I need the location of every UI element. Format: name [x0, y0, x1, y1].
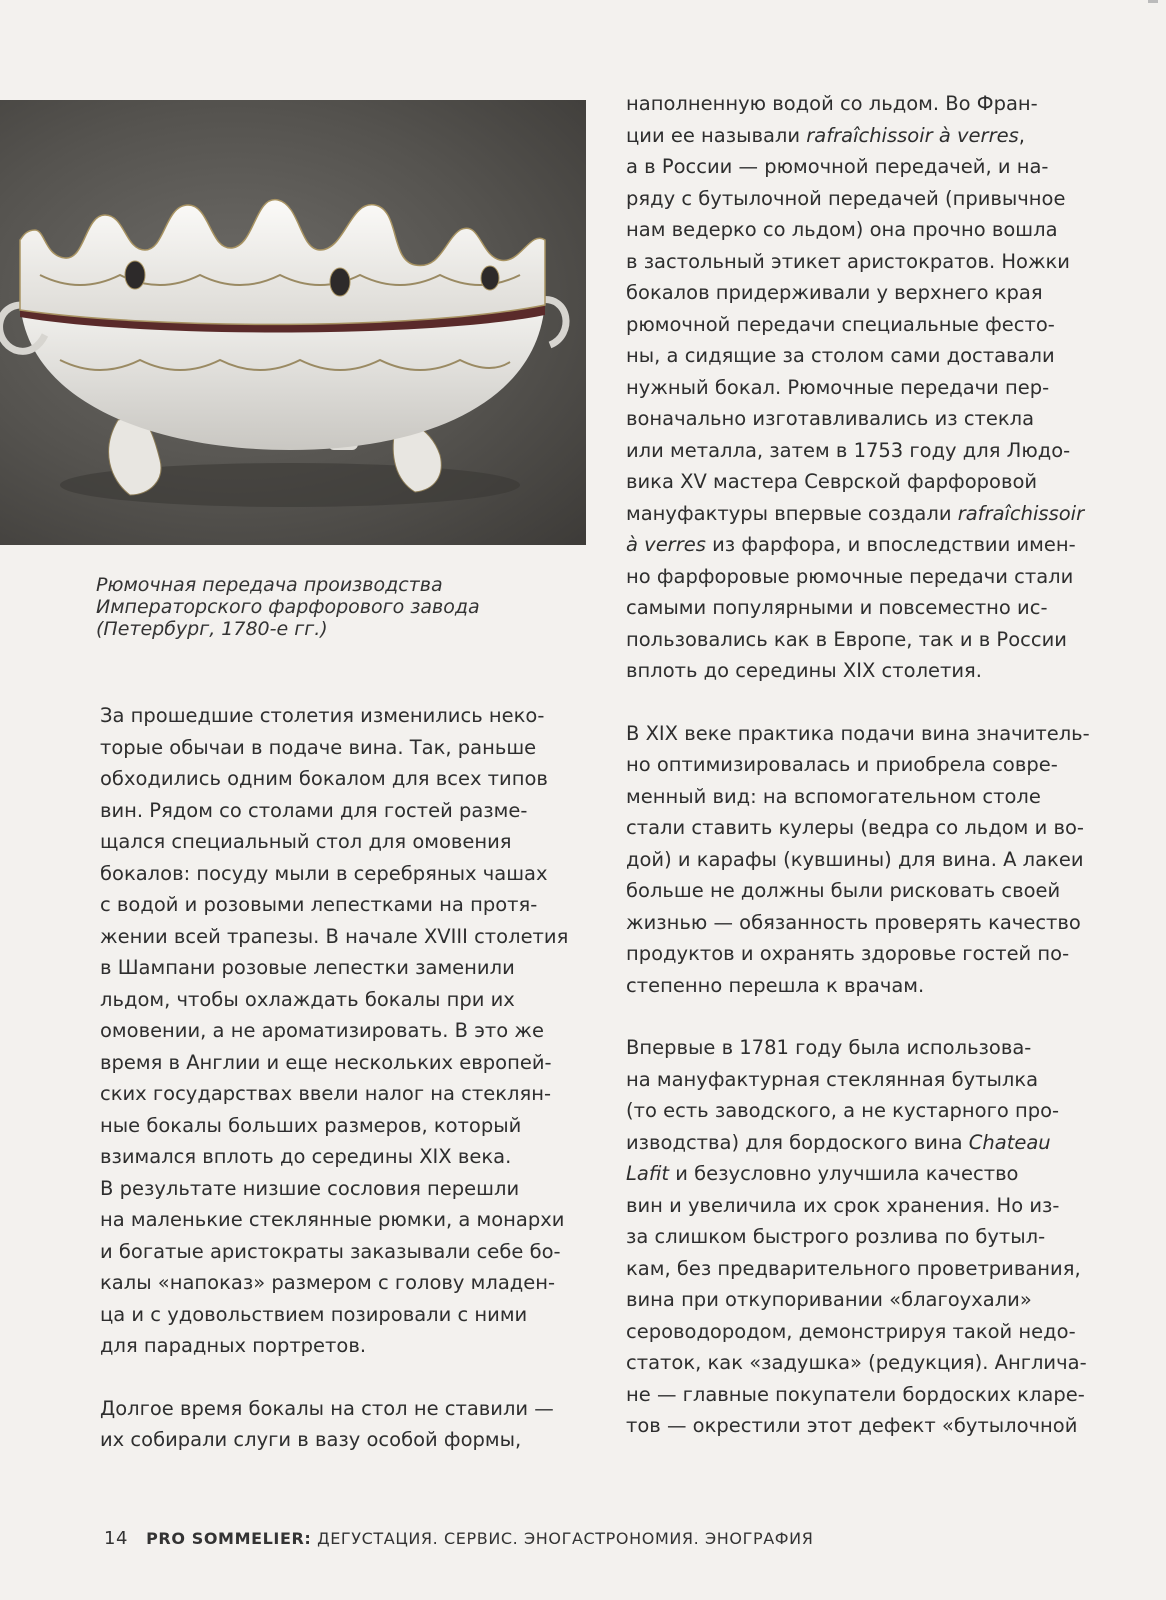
text-line: и богатые аристократы заказывали себе бо- — [100, 1239, 561, 1263]
text-line: ца и с удовольствием позировали с ними — [100, 1302, 528, 1326]
text-line: Впервые в 1781 году была использова- — [626, 1036, 1032, 1059]
text-line: степенно перешла к врачам. — [626, 973, 925, 997]
book-subtitle: ДЕГУСТАЦИЯ. СЕРВИС. ЭНОГАСТРОНОМИЯ. ЭНОГРАФИЯ — [311, 1529, 814, 1548]
right-paragraph-3 — [626, 1032, 1126, 1442]
text-line: а в России — рюмочной передачей, и на- — [626, 155, 1049, 178]
corner-mark — [1148, 0, 1158, 3]
text-line: à verres из фарфора, и впоследствии имен- — [626, 533, 1076, 556]
text-line: изводства) для бордоского вина Chateau — [626, 1130, 1051, 1154]
text-line: Долгое время бокалы на стол не ставили — — [100, 1396, 554, 1420]
text-line: пользовались как в Европе, так и в России — [626, 627, 1067, 651]
text-line: ряду с бутылочной передачей (привычное — [626, 186, 1066, 210]
page-number: 14 — [104, 1528, 129, 1549]
text-line: нам ведерко со льдом) она прочно вошла — [626, 218, 1058, 241]
text-line: вин. Рядом со столами для гостей разме- — [100, 798, 528, 822]
text-line: время в Англии и еще нескольких европей- — [100, 1050, 552, 1074]
monteith-illustration — [0, 100, 586, 545]
right-paragraph-1 — [626, 88, 1126, 687]
text-line: За прошедшие столетия изменились неко- — [100, 704, 545, 727]
text-line: ные бокалы больших размеров, который — [100, 1113, 522, 1137]
caption-line: Рюмочная передача производства — [96, 574, 443, 596]
text-line: за слишком быстрого розлива по бутыл- — [626, 1225, 1046, 1248]
text-line: для парадных портретов. — [100, 1334, 367, 1357]
text-line: в застольный этикет аристократов. Ножки — [626, 249, 1070, 273]
text-line: вплоть до середины XIX столетия. — [626, 659, 982, 682]
text-line: щался специальный стол для омовения — [100, 830, 512, 853]
italic-term: à verres — [626, 533, 706, 556]
text-line: вина при откупоривании «благоухали» — [626, 1288, 1032, 1311]
text-line: нужный бокал. Рюмочные передачи пер- — [626, 375, 1050, 399]
text-line: их собирали слуги в вазу особой формы, — [100, 1428, 522, 1451]
text-line: вин и увеличила их срок хранения. Но из- — [626, 1193, 1060, 1217]
caption-line: (Петербург, 1780-е гг.) — [96, 618, 328, 640]
text-line: В результате низшие сословия перешли — [100, 1176, 520, 1200]
text-line: продуктов и охранять здоровье гостей по- — [626, 942, 1070, 965]
text-line: торые обычаи в подаче вина. Так, раньше — [100, 735, 537, 759]
text-line: кам, без предварительного проветривания, — [626, 1256, 1081, 1280]
text-line: Lafit и безусловно улучшила качество — [626, 1162, 1019, 1185]
text-line: на маленькие стеклянные рюмки, а монархи — [100, 1208, 565, 1231]
text-line: ских государствах ввели налог на стеклян- — [100, 1082, 552, 1105]
text-line: рюмочной передачи специальные фесто- — [626, 312, 1055, 336]
text-line: ции ее называли rafraîchissoir à verres, — [626, 123, 1025, 147]
text-line: или металла, затем в 1753 году для Людо- — [626, 438, 1071, 462]
text-line: статок, как «задушка» (редукция). Англича- — [626, 1351, 1087, 1374]
text-line: бокалов: посуду мыли в серебряных чашах — [100, 861, 548, 885]
text-line: с водой и розовыми лепестками на протя- — [100, 893, 538, 916]
text-line: не — главные покупатели бордоских кларе- — [626, 1382, 1085, 1406]
page-footer — [104, 1528, 813, 1549]
monteith-photo — [0, 100, 586, 545]
text-line: воначально изготавливались из стекла — [626, 407, 1035, 430]
photo-caption — [96, 574, 566, 640]
right-paragraph-2 — [626, 718, 1126, 1002]
italic-term: Lafit — [626, 1162, 670, 1185]
right-column — [626, 88, 1126, 1473]
left-paragraph-2 — [100, 1393, 590, 1456]
text-line: омовении, а не ароматизировать. В это же — [100, 1019, 544, 1042]
text-line: В XIX веке практика подачи вина значитель- — [626, 721, 1090, 745]
text-line: наполненную водой со льдом. Во Фран- — [626, 92, 1038, 115]
text-line: на мануфактурная стеклянная бутылка — [626, 1067, 1039, 1091]
italic-term: rafraîchissoir — [957, 501, 1085, 525]
text-line: дой) и карафы (кувшины) для вина. А лакеи — [626, 847, 1084, 871]
text-line: калы «напоказ» размером с голову младен- — [100, 1271, 556, 1294]
text-line: больше не должны были рисковать своей — [626, 879, 1061, 902]
text-line: в Шампани розовые лепестки заменили — [100, 956, 515, 979]
left-column — [100, 700, 590, 1487]
text-line: менный вид: на вспомогательном столе — [626, 784, 1041, 808]
italic-term: rafraîchissoir à verres — [806, 123, 1019, 147]
text-line: бокалов придерживали у верхнего края — [626, 281, 1043, 304]
caption-line: Императорского фарфорового завода — [96, 596, 480, 618]
text-line: самыми популярными и повсеместно ис- — [626, 596, 1048, 619]
text-line: жизнью — обязанность проверять качество — [626, 910, 1081, 934]
text-line: ны, а сидящие за столом сами доставали — [626, 344, 1055, 367]
text-line: жении всей трапезы. В начале XVIII столетия — [100, 924, 569, 948]
text-line: обходились одним бокалом для всех типов — [100, 767, 548, 790]
text-line: вика XV мастера Севрской фарфоровой — [626, 470, 1038, 493]
italic-term: Chateau — [968, 1130, 1051, 1154]
book-brand: PRO SOMMELIER: — [146, 1529, 312, 1548]
text-line: но фарфоровые рюмочные передачи стали — [626, 564, 1074, 588]
left-paragraph-1 — [100, 700, 590, 1362]
text-line: тов — окрестили этот дефект «бутылочной — [626, 1414, 1078, 1437]
text-line: но оптимизировалась и приобрела совре- — [626, 753, 1058, 776]
text-line: сероводородом, демонстрируя такой недо- — [626, 1319, 1076, 1343]
text-line: стали ставить кулеры (ведра со льдом и во- — [626, 816, 1084, 839]
text-line: (то есть заводского, а не кустарного про- — [626, 1099, 1060, 1122]
text-line: льдом, чтобы охлаждать бокалы при их — [100, 987, 515, 1011]
text-line: взимался вплоть до середины XIX века. — [100, 1145, 512, 1168]
text-line: мануфактуры впервые создали rafraîchissoir — [626, 501, 1085, 525]
